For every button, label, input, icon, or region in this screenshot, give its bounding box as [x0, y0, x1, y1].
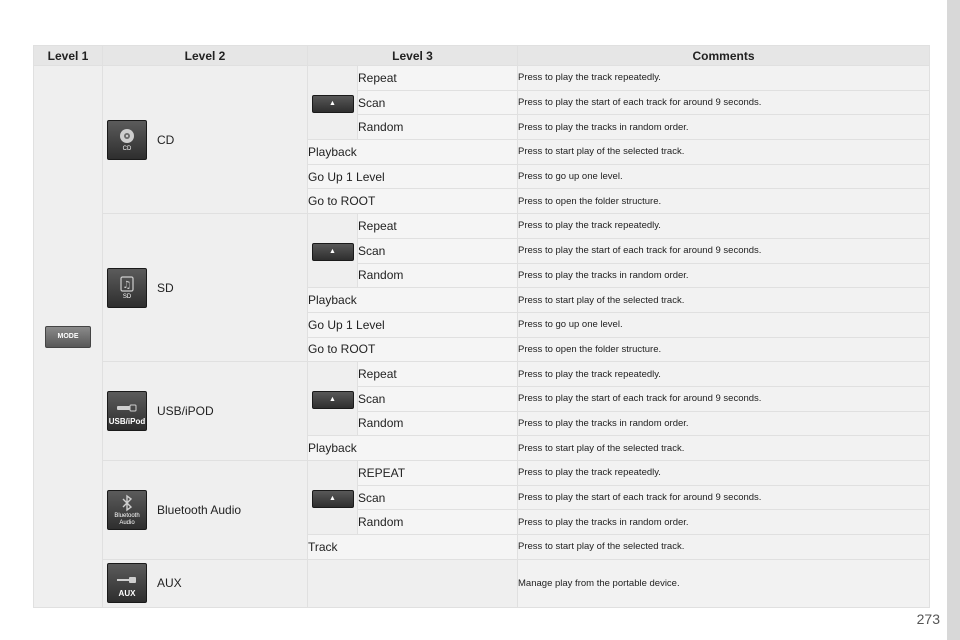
- usb-submenu-repeat-comment: Press to play the track repeatedly.: [518, 362, 930, 387]
- bluetooth-submenu-repeat[interactable]: REPEAT: [358, 461, 518, 486]
- bluetooth-submenu-random[interactable]: Random: [358, 510, 518, 535]
- table-row: [34, 461, 930, 486]
- usb-submenu-repeat[interactable]: Repeat: [358, 362, 518, 387]
- sd-option-go-root-comment: Press to open the folder structure.: [518, 337, 930, 362]
- cd-submenu-repeat[interactable]: Repeat: [358, 66, 518, 91]
- sd-submenu-repeat-comment: Press to play the track repeatedly.: [518, 214, 930, 239]
- usb-source-cell: [103, 362, 308, 461]
- sd-submenu-random-comment: Press to play the tracks in random order.: [518, 263, 930, 288]
- header-row: [34, 46, 930, 66]
- sd-submenu-scan-comment: Press to play the start of each track for around 9 seconds.: [518, 238, 930, 263]
- aux-icon-caption: AUX: [118, 588, 136, 598]
- header-level-1: Level 1: [34, 46, 103, 66]
- sd-up-cell: [308, 214, 358, 288]
- table-row: [34, 559, 930, 607]
- aux-source-cell: [103, 559, 308, 607]
- header-level-3: Level 3: [308, 46, 518, 66]
- table-row: [34, 214, 930, 239]
- usb-submenu-scan[interactable]: Scan: [358, 386, 518, 411]
- cd-submenu-scan[interactable]: Scan: [358, 90, 518, 115]
- cd-submenu-repeat-comment: Press to play the track repeatedly.: [518, 66, 930, 91]
- aux-comment: Manage play from the portable device.: [518, 559, 930, 607]
- bluetooth-option-track[interactable]: Track: [308, 535, 518, 560]
- aux-plug-icon[interactable]: [107, 563, 147, 603]
- aux-level3-empty: [308, 559, 518, 607]
- cd-option-playback-comment: Press to start play of the selected track.: [518, 140, 930, 165]
- sd-icon-caption: SD: [122, 294, 132, 301]
- bluetooth-submenu-scan[interactable]: Scan: [358, 485, 518, 510]
- cd-submenu-random[interactable]: Random: [358, 115, 518, 140]
- svg-text:♫: ♫: [122, 280, 132, 292]
- sd-source-cell: [103, 214, 308, 362]
- cd-disc-icon[interactable]: [107, 120, 147, 160]
- page-number: 273: [916, 611, 940, 627]
- cd-option-playback[interactable]: Playback: [308, 140, 518, 165]
- sd-submenu-random[interactable]: Random: [358, 263, 518, 288]
- bluetooth-option-track-comment: Press to start play of the selected track.: [518, 535, 930, 560]
- sd-submenu-repeat[interactable]: Repeat: [358, 214, 518, 239]
- usb-submenu-random[interactable]: Random: [358, 411, 518, 436]
- cd-submenu-random-comment: Press to play the tracks in random order.: [518, 115, 930, 140]
- cd-submenu-scan-comment: Press to play the start of each track for around 9 seconds.: [518, 90, 930, 115]
- up-arrow-button-icon[interactable]: ▲: [312, 391, 354, 409]
- cd-source-cell: [103, 66, 308, 214]
- sd-option-go-root[interactable]: Go to ROOT: [308, 337, 518, 362]
- usb-option-playback-comment: Press to start play of the selected track.: [518, 436, 930, 461]
- table-row: [34, 66, 930, 91]
- bluetooth-icon[interactable]: [107, 490, 147, 530]
- header-comments: Comments: [518, 46, 930, 66]
- sd-option-playback-comment: Press to start play of the selected track.: [518, 288, 930, 313]
- cd-option-go-up[interactable]: Go Up 1 Level: [308, 164, 518, 189]
- sd-option-go-up[interactable]: Go Up 1 Level: [308, 312, 518, 337]
- cd-option-go-up-comment: Press to go up one level.: [518, 164, 930, 189]
- usb-submenu-random-comment: Press to play the tracks in random order.: [518, 411, 930, 436]
- bluetooth-submenu-repeat-comment: Press to play the track repeatedly.: [518, 461, 930, 486]
- mode-button-icon[interactable]: MODE: [45, 326, 91, 348]
- header-level-2: Level 2: [103, 46, 308, 66]
- cd-label: CD: [157, 132, 175, 147]
- cd-option-go-root-comment: Press to open the folder structure.: [518, 189, 930, 214]
- usb-label: USB/iPOD: [157, 404, 214, 419]
- usb-icon-caption: USB/iPod: [108, 416, 146, 426]
- sd-option-go-up-comment: Press to go up one level.: [518, 312, 930, 337]
- bluetooth-submenu-scan-comment: Press to play the start of each track for around 9 seconds.: [518, 485, 930, 510]
- cd-icon-caption: CD: [122, 146, 132, 153]
- sd-card-music-icon[interactable]: [107, 268, 147, 308]
- bluetooth-icon-caption: Bluetooth Audio: [114, 512, 140, 526]
- sd-submenu-scan[interactable]: Scan: [358, 238, 518, 263]
- cd-up-cell: [308, 66, 358, 140]
- level1-cell: [34, 66, 103, 608]
- sd-label: SD: [157, 280, 174, 295]
- aux-label: AUX: [157, 576, 182, 591]
- bluetooth-source-cell: [103, 461, 308, 560]
- up-arrow-button-icon[interactable]: ▲: [312, 243, 354, 261]
- bluetooth-submenu-random-comment: Press to play the tracks in random order.: [518, 510, 930, 535]
- up-arrow-button-icon[interactable]: ▲: [312, 95, 354, 113]
- bluetooth-label: Bluetooth Audio: [157, 502, 242, 517]
- cd-option-go-root[interactable]: Go to ROOT: [308, 189, 518, 214]
- usb-submenu-scan-comment: Press to play the start of each track for around 9 seconds.: [518, 386, 930, 411]
- page-edge-tab: [947, 0, 960, 640]
- mode-menu-table: [33, 45, 930, 608]
- sd-option-playback[interactable]: Playback: [308, 288, 518, 313]
- usb-option-playback[interactable]: Playback: [308, 436, 518, 461]
- up-arrow-button-icon[interactable]: ▲: [312, 490, 354, 508]
- usb-up-cell: [308, 362, 358, 436]
- usb-plug-icon[interactable]: [107, 391, 147, 431]
- bluetooth-up-cell: [308, 461, 358, 535]
- table-row: [34, 362, 930, 387]
